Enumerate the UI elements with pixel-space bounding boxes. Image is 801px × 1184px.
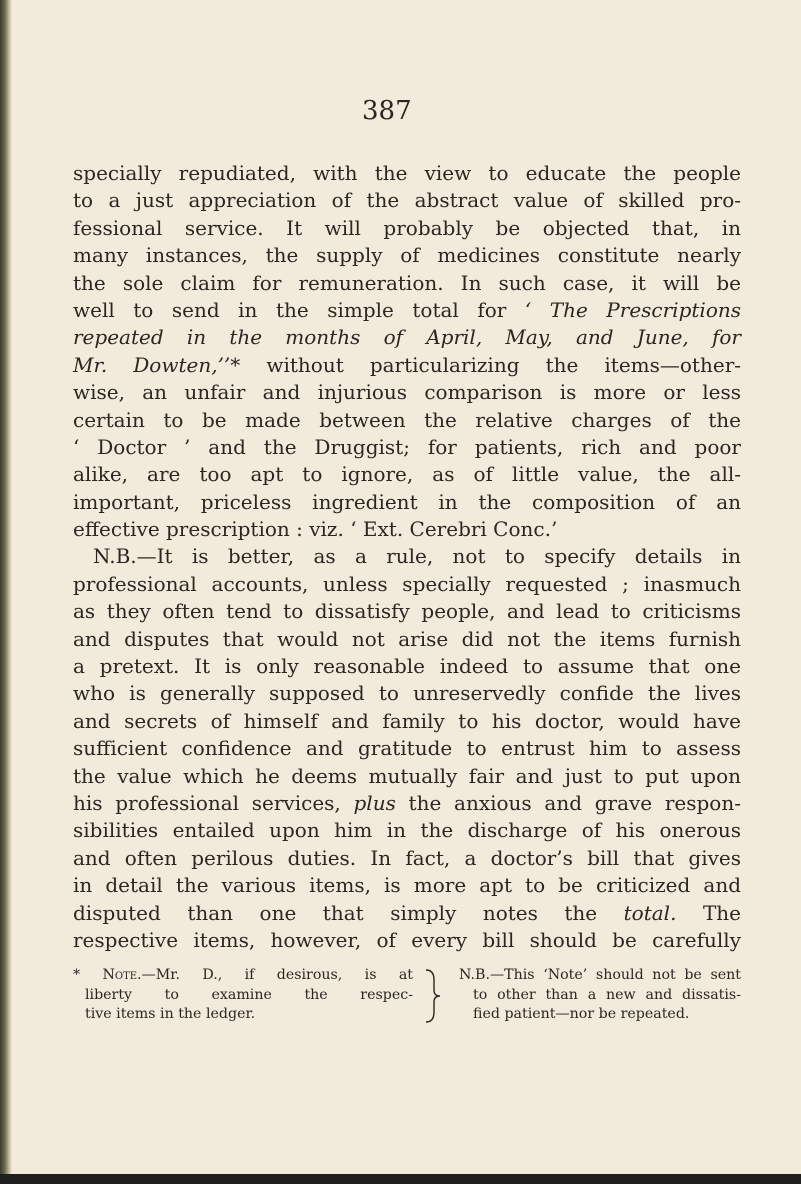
- text-segment: as they often tend to dissatisfy people, and lead to criticisms: [73, 599, 741, 624]
- footnote-marker: *: [73, 967, 81, 983]
- text-line: [73, 215, 741, 242]
- footnote-left-line: tive items in the ledger.: [85, 1006, 256, 1022]
- footnotes: [73, 966, 741, 1036]
- page-bottom-edge: [0, 1174, 801, 1184]
- text-segment: and disputes that would not arise did not the items furnish: [73, 626, 741, 651]
- text-line: [73, 790, 741, 817]
- text-segment: to a just appreciation of the abstract value of skilled pro-: [73, 188, 741, 213]
- text-segment: disputed than one that simply notes the: [73, 900, 624, 925]
- footnote-right: [459, 966, 741, 1025]
- text-line: [73, 516, 741, 543]
- text-line: [73, 927, 741, 954]
- text-line: [73, 845, 741, 872]
- text-line: [73, 763, 741, 790]
- text-line: [73, 324, 741, 351]
- text-segment: sufficient confidence and gratitude to entrust him to assess: [73, 736, 741, 761]
- text-line: [73, 461, 741, 488]
- footnote-left-line: * Note.—Mr. D., if desirous, is at: [73, 967, 413, 983]
- text-line: [73, 489, 741, 516]
- text-segment: and often perilous duties. In fact, a doctor’s bill that gives: [73, 845, 741, 870]
- text-segment: The: [676, 900, 741, 925]
- text-line: [73, 872, 741, 899]
- text-line: [73, 543, 741, 570]
- text-line: [73, 407, 741, 434]
- text-segment: and secrets of himself and family to his doctor, would have: [73, 708, 741, 733]
- text-segment: who is generally supposed to unreservedly confide the lives: [73, 681, 741, 706]
- text-line: [73, 680, 741, 707]
- text-segment: N.B.—It is better, as a rule, not to specify details in: [93, 544, 741, 569]
- text-segment: the value which he deems mutually fair and just to put upon: [73, 763, 741, 788]
- text-segment: * without particularizing the items—other-: [230, 352, 742, 377]
- body-text: [73, 160, 741, 954]
- text-segment: alike, are too apt to ignore, as of little value, the all-: [73, 462, 741, 487]
- footnote-right-line: fied patient—nor be repeated.: [473, 1006, 690, 1022]
- text-segment: fessional service. It will probably be objected that, in: [73, 215, 741, 240]
- italic-text: total.: [623, 900, 677, 925]
- text-line: [73, 434, 741, 461]
- text-segment: effective prescription : viz. ‘ Ext. Cerebri Conc.’: [73, 517, 558, 542]
- text-segment: wise, an unfair and injurious comparison is more or less: [73, 380, 741, 405]
- text-line: [73, 297, 741, 324]
- text-segment: the sole claim for remuneration. In such case, it will be: [73, 270, 741, 295]
- text-segment: professional accounts, unless specially requested ; inasmuch: [73, 571, 741, 596]
- text-line: [73, 708, 741, 735]
- curly-brace-icon: [424, 966, 442, 1026]
- text-line: [73, 242, 741, 269]
- text-line: [73, 735, 741, 762]
- text-line: [73, 817, 741, 844]
- text-line: [73, 160, 741, 187]
- text-line: [73, 270, 741, 297]
- text-segment: specially repudiated, with the view to educate the people: [73, 161, 741, 185]
- text-segment: ‘ Doctor ’ and the Druggist; for patients, rich and poor: [73, 434, 741, 459]
- page-number: 387: [362, 96, 412, 126]
- footnote-right-line: N.B.—This ‘Note’ should not be sent: [459, 967, 741, 983]
- text-segment: in detail the various items, is more apt to be criticized and: [73, 873, 741, 898]
- text-segment: important, priceless ingredient in the composition of an: [73, 489, 741, 514]
- text-line: [73, 352, 741, 379]
- footnote-label: Note.: [102, 967, 142, 983]
- text-segment: many instances, the supply of medicines constitute nearly: [73, 243, 741, 268]
- text-line: [73, 900, 741, 927]
- italic-text: repeated in the months of April, May, and June, for: [73, 325, 741, 350]
- book-binding-edge: [0, 0, 12, 1184]
- text-line: [73, 653, 741, 680]
- text-segment: well to send in the simple total for: [73, 297, 525, 322]
- text-segment: a pretext. It is only reasonable indeed to assume that one: [73, 654, 741, 679]
- text-line: [73, 187, 741, 214]
- text-segment: his professional services,: [73, 790, 354, 815]
- text-segment: respective items, however, of every bill should be carefully: [73, 927, 741, 952]
- footnote-left: [73, 966, 413, 1025]
- text-segment: sibilities entailed upon him in the discharge of his onerous: [73, 818, 741, 843]
- text-segment: the anxious and grave respon-: [395, 790, 741, 815]
- footnote-left-line: liberty to examine the respec-: [85, 986, 413, 1003]
- text-line: [73, 626, 741, 653]
- italic-text: ‘ The Prescriptions: [524, 297, 741, 322]
- text-segment: certain to be made between the relative charges of the: [73, 407, 741, 432]
- text-line: [73, 598, 741, 625]
- italic-text: Mr. Dowten,’’: [73, 352, 231, 377]
- text-line: [73, 571, 741, 598]
- text-line: [73, 379, 741, 406]
- italic-text: plus: [353, 790, 396, 815]
- footnote-right-line: to other than a new and dissatis-: [473, 986, 741, 1003]
